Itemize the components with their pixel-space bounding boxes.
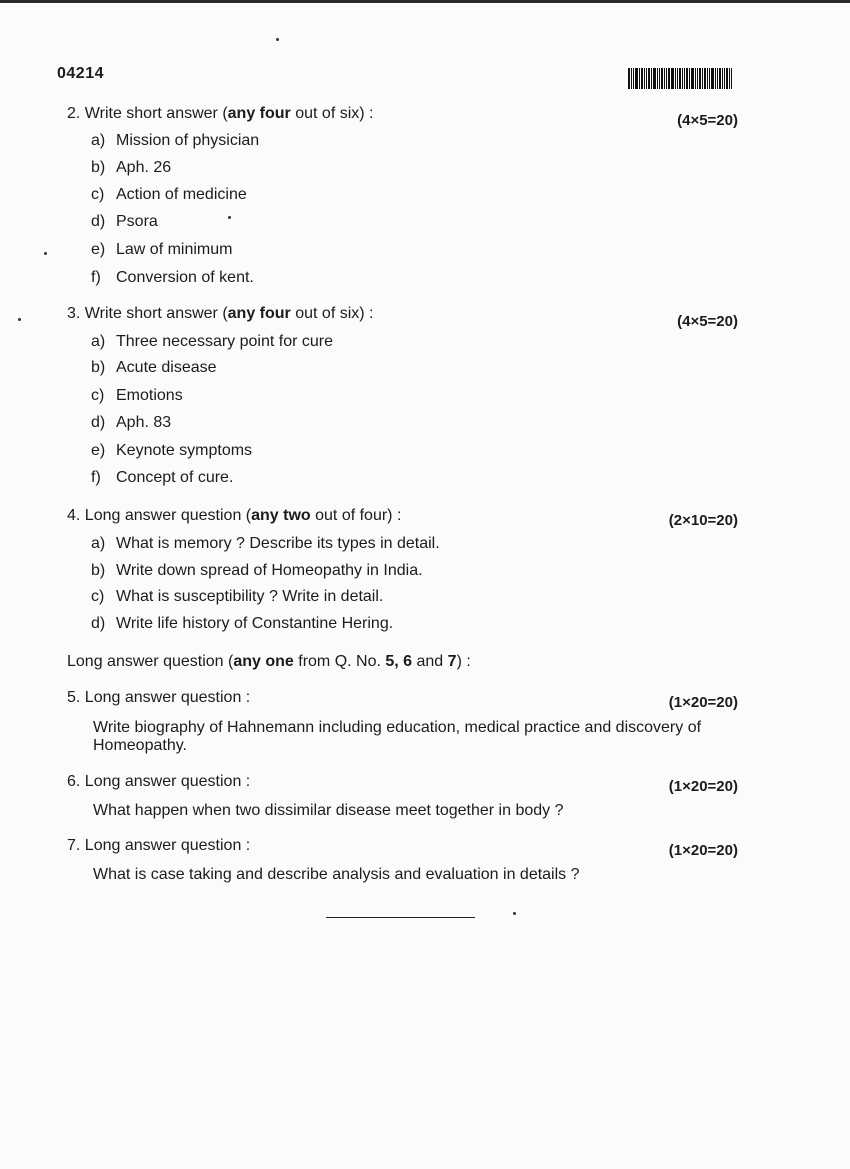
barcode-bar: [684, 68, 685, 89]
scan-speck: [18, 318, 21, 321]
option-letter: a): [91, 333, 106, 350]
option-text: What is memory ? Describe its types in detail.: [116, 535, 440, 552]
option-text: Write life history of Constantine Hering.: [116, 615, 394, 632]
question-text-bold: any two: [251, 507, 311, 524]
option-text: Mission of physician: [116, 132, 260, 149]
option-text: Emotions: [116, 387, 183, 404]
barcode-bar: [628, 68, 630, 89]
barcode-bar: [697, 68, 698, 89]
option-text: Conversion of kent.: [116, 269, 254, 286]
barcode-bar: [657, 68, 658, 89]
barcode-bar: [691, 68, 694, 89]
barcode-bar: [715, 68, 716, 89]
question-title: Long answer question :: [84, 773, 251, 790]
option-item: [91, 615, 393, 633]
option-text: Keynote symptoms: [116, 442, 253, 459]
question-text-bold: any four: [227, 305, 291, 322]
scan-speck: [513, 912, 516, 915]
barcode-bar: [699, 68, 701, 89]
option-text: Action of medicine: [116, 186, 247, 203]
barcode-bar: [711, 68, 714, 89]
barcode-bar: [653, 68, 656, 89]
question-number: 3.: [67, 305, 81, 322]
scan-speck: [228, 216, 231, 219]
question-5-heading: [67, 689, 250, 707]
barcode-icon: [628, 68, 740, 89]
barcode-bar: [724, 68, 725, 89]
end-of-paper-rule: [326, 917, 475, 918]
barcode-bar: [633, 68, 634, 89]
option-text: Aph. 83: [116, 414, 172, 431]
barcode-bar: [646, 68, 647, 89]
option-item: [91, 132, 259, 150]
option-letter: c): [91, 387, 105, 404]
option-text: Three necessary point for cure: [116, 333, 333, 350]
option-letter: f): [91, 269, 101, 286]
scan-speck: [44, 252, 47, 255]
question-text-pre: Write short answer (: [84, 305, 228, 322]
option-item: [91, 269, 254, 287]
question-6-marks: (1×20=20): [668, 778, 738, 795]
option-letter: b): [91, 159, 106, 176]
barcode-bar: [722, 68, 723, 89]
barcode-bar: [695, 68, 696, 89]
question-text-bold: any four: [227, 105, 291, 122]
barcode-bar: [689, 68, 690, 89]
question-text-post: out of six) :: [290, 105, 374, 122]
barcode-bar: [682, 68, 683, 89]
instruction-bold: 7: [447, 653, 457, 670]
question-7-heading: [67, 837, 250, 855]
barcode-bar: [648, 68, 650, 89]
barcode-bar: [644, 68, 645, 89]
section-instruction: [67, 653, 471, 671]
barcode-bar: [729, 68, 730, 89]
barcode-bar: [717, 68, 718, 89]
option-text: Concept of cure.: [116, 469, 234, 486]
option-item: [91, 333, 333, 351]
scan-speck: [276, 38, 279, 41]
question-4-heading: [67, 507, 401, 525]
question-number: 6.: [67, 773, 81, 790]
barcode-bar: [661, 68, 663, 89]
barcode-bar: [639, 68, 640, 89]
question-text-post: out of six) :: [290, 305, 374, 322]
option-letter: c): [91, 588, 105, 605]
question-6-heading: [67, 773, 250, 791]
question-5-marks: (1×20=20): [668, 694, 738, 711]
option-text: Acute disease: [116, 359, 217, 376]
option-text: What is susceptibility ? Write in detail.: [116, 588, 384, 605]
option-item: [91, 469, 233, 487]
option-letter: c): [91, 186, 105, 203]
barcode-bar: [726, 68, 728, 89]
barcode-bar: [668, 68, 670, 89]
instruction-post: ) :: [456, 653, 471, 670]
barcode-bar: [686, 68, 688, 89]
option-text: Psora: [116, 213, 158, 230]
barcode-bar: [677, 68, 678, 89]
barcode-bar: [731, 68, 732, 89]
option-item: [91, 241, 232, 259]
barcode-bar: [666, 68, 667, 89]
barcode-bar: [704, 68, 706, 89]
barcode-bar: [659, 68, 660, 89]
barcode-bar: [675, 68, 676, 89]
barcode-bar: [702, 68, 703, 89]
instruction-mid: from Q. No.: [293, 653, 386, 670]
question-4-marks: (2×10=20): [668, 512, 738, 529]
question-title: Long answer question :: [84, 689, 251, 706]
option-letter: b): [91, 359, 106, 376]
barcode-bar: [671, 68, 674, 89]
barcode-bar: [679, 68, 681, 89]
instruction-bold: 5, 6: [385, 653, 413, 670]
question-number: 5.: [67, 689, 81, 706]
barcode-bar: [651, 68, 652, 89]
question-number: 7.: [67, 837, 81, 854]
option-text: Law of minimum: [116, 241, 233, 258]
option-item: [91, 359, 217, 377]
question-text-post: out of four) :: [310, 507, 402, 524]
option-item: [91, 414, 171, 432]
option-item: [91, 588, 383, 606]
option-item: [91, 186, 247, 204]
option-text: Aph. 26: [116, 159, 172, 176]
question-text-pre: Write short answer (: [84, 105, 228, 122]
barcode-bar: [709, 68, 710, 89]
question-5-text: Write biography of Hahnemann including education, medical practice and discovery of Homeopathy.: [93, 719, 702, 754]
question-7-text: What is case taking and describe analysis and evaluation in details ?: [93, 866, 580, 883]
option-letter: a): [91, 535, 106, 552]
barcode-bar: [641, 68, 643, 89]
question-number: 4.: [67, 507, 81, 524]
option-letter: d): [91, 213, 106, 230]
barcode-bar: [707, 68, 708, 89]
barcode-bar: [631, 68, 632, 89]
option-letter: d): [91, 615, 106, 632]
question-text-pre: Long answer question (: [84, 507, 252, 524]
option-item: [91, 535, 440, 553]
question-2-marks: (4×5=20): [677, 112, 738, 129]
barcode-bar: [664, 68, 665, 89]
option-letter: a): [91, 132, 106, 149]
question-3-marks: (4×5=20): [677, 313, 738, 330]
option-item: [91, 562, 423, 580]
option-item: [91, 213, 158, 231]
instruction-bold: any one: [233, 653, 294, 670]
barcode-bar: [719, 68, 721, 89]
instruction-and: and: [412, 653, 448, 670]
option-item: [91, 159, 171, 177]
option-letter: b): [91, 562, 106, 579]
option-letter: e): [91, 241, 106, 258]
question-6-text: What happen when two dissimilar disease meet together in body ?: [93, 802, 564, 819]
option-text: Write down spread of Homeopathy in India.: [116, 562, 423, 579]
paper-code: 04214: [57, 65, 104, 82]
question-2-heading: [67, 105, 373, 123]
instruction-pre: Long answer question (: [67, 653, 234, 670]
option-letter: d): [91, 414, 106, 431]
barcode-bar: [635, 68, 638, 89]
option-item: [91, 442, 252, 460]
question-title: Long answer question :: [84, 837, 251, 854]
option-item: [91, 387, 183, 405]
question-3-heading: [67, 305, 373, 323]
option-letter: f): [91, 469, 101, 486]
question-7-marks: (1×20=20): [668, 842, 738, 859]
option-letter: e): [91, 442, 106, 459]
question-number: 2.: [67, 105, 81, 122]
